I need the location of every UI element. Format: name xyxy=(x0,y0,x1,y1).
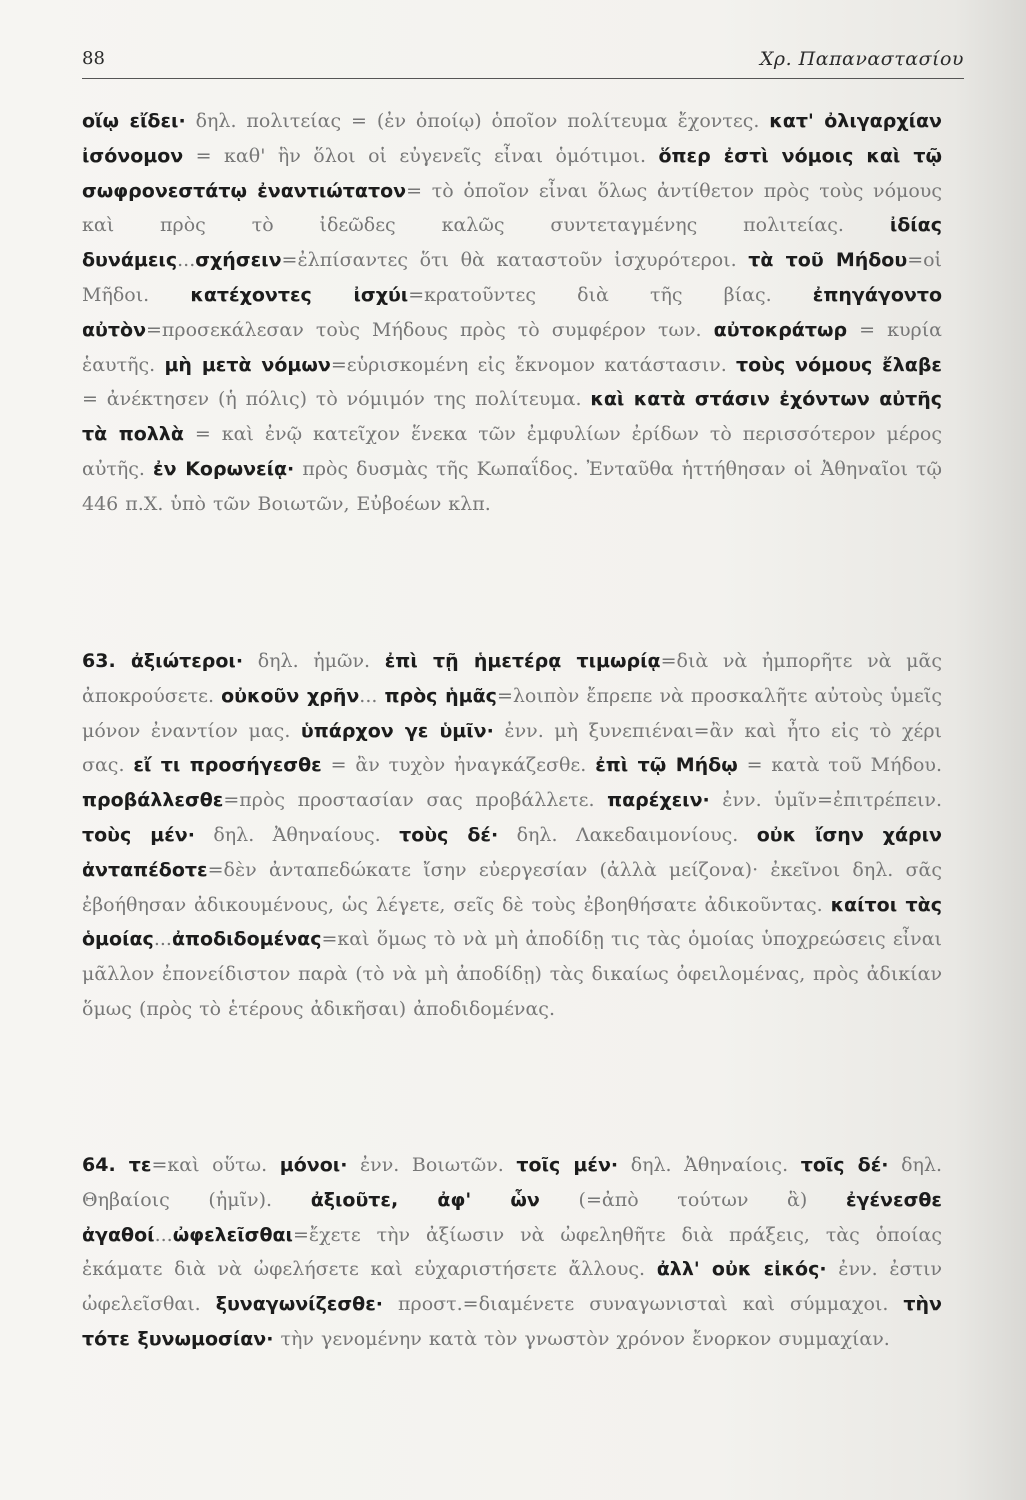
lemma-term: τοὺς μέν· xyxy=(82,823,195,846)
gloss-text: = ἀνέκτησεν (ἡ πόλις) τὸ νόμιμόν της πολίτευμα. xyxy=(82,388,591,411)
gloss-text: δηλ. Ἀθηναίους. xyxy=(194,823,400,846)
running-header xyxy=(82,44,964,79)
gloss-text: ἐνν. μὴ ξυνεπιέναι=ἂν καὶ ἦτο εἰς τὸ χέρι σας. xyxy=(82,719,942,777)
gloss-text: = τὸ ὁποῖον εἶναι ὅλως ἀντίθετον πρὸς τοὺς νόμους καὶ πρὸς τὸ ἰδεῶδες καλῶς συντεταγμένης πολιτείας. xyxy=(82,179,943,237)
page-number: 88 xyxy=(82,48,105,69)
gloss-text: δηλ. πολιτείας = (ἐν ὁποίῳ) ὁποῖον πολίτευμα ἔχοντες. xyxy=(185,110,770,132)
gloss-text: ... xyxy=(153,928,172,951)
lemma-term: ἀξιοῦτε, ἀφ' ὧν xyxy=(310,1188,540,1211)
lemma-term: σχήσειν xyxy=(195,249,282,272)
lemma-term: ξυναγωνίζεσθε· xyxy=(215,1293,384,1316)
gloss-text: ... xyxy=(154,1223,173,1246)
lemma-term: 63. ἀξιώτεροι· xyxy=(82,650,244,672)
lemma-term: κατ' ὀλιγαρχίαν ἰσόνομον xyxy=(82,110,942,167)
commentary-paragraph-62 xyxy=(82,104,942,522)
gloss-text: = καὶ ἐνῷ κατεῖχον ἕνεκα τῶν ἐμφυλίων ἐρίδων τὸ περισσότερον μέρος αὐτῆς. xyxy=(82,423,942,480)
commentary-paragraph-64 xyxy=(82,1148,942,1357)
lemma-term: οἵῳ εἴδει· xyxy=(82,110,186,132)
lemma-term: ἀλλ' οὐκ εἰκός· xyxy=(656,1258,827,1281)
gloss-text: =δὲν ἀνταπεδώκατε ἴσην εὐεργεσίαν (ἀλλὰ μείζονα)· ἐκεῖνοι δηλ. σᾶς ἐβοήθησαν ἀδικουμένους, ὡς λέγετε, σεῖς δὲ τοὺς ἐβοηθήσατε ἀδικοῦντας. xyxy=(82,858,942,916)
lemma-term: ἐγένεσθε ἀγαθοί xyxy=(82,1188,942,1246)
lemma-term: ἐπὶ τῇ ἡμετέρᾳ τιμωρίᾳ xyxy=(384,650,661,672)
gloss-text: ... xyxy=(177,249,196,272)
gloss-text: δηλ. ἡμῶν. xyxy=(243,650,385,672)
lemma-term: εἴ τι προσήγεσθε xyxy=(133,754,322,777)
gloss-text: τὴν γενομένην κατὰ τὸν γνωστὸν χρόνον ἔνορκον συμμαχίαν. xyxy=(273,1327,890,1350)
gloss-text: =λοιπὸν ἔπρεπε νὰ προσκαλῆτε αὐτοὺς ὑμεῖς μόνον ἐναντίον μας. xyxy=(82,684,942,742)
gloss-text: προστ.=διαμένετε συναγωνισταὶ καὶ σύμμαχοι. xyxy=(383,1293,904,1316)
gloss-text: ἐνν. ἐστιν ὠφελεῖσθαι. xyxy=(82,1258,943,1316)
lemma-term: παρέχειν· xyxy=(607,789,710,812)
lemma-term: τοὺς νόμους ἔλαβε xyxy=(736,353,942,376)
lemma-term: ὑπάρχον γε ὑμῖν· xyxy=(300,719,494,742)
lemma-term: τὰ τοῦ Μήδου xyxy=(748,249,908,272)
lemma-term: οὐκοῦν χρῆν xyxy=(221,684,360,707)
gloss-text: =κρατοῦντες διὰ τῆς βίας. xyxy=(408,283,813,306)
lemma-term: καὶ κατὰ στάσιν ἐχόντων αὐτῆς τὰ πολλὰ xyxy=(82,388,942,446)
author-name: Χρ. Παπαναστασίου xyxy=(759,48,964,70)
gloss-text: =οἱ Μῆδοι. xyxy=(82,249,943,306)
gloss-text: δηλ. Λακεδαιμονίους. xyxy=(498,823,757,846)
gloss-text: =προσεκάλεσαν τοὺς Μήδους πρὸς τὸ συμφέρον των. xyxy=(146,318,714,341)
lemma-term: αὐτοκράτωρ xyxy=(713,318,848,341)
gloss-text: =καὶ οὕτω. xyxy=(151,1154,280,1176)
lemma-term: μὴ μετὰ νόμων xyxy=(164,353,331,376)
gloss-text: = κατὰ τοῦ Μήδου. xyxy=(737,754,942,777)
gloss-text: =ἐλπίσαντες ὅτι θὰ καταστοῦν ἰσχυρότεροι. xyxy=(281,249,749,272)
lemma-term: ἐπὶ τῷ Μήδῳ xyxy=(595,754,738,777)
lemma-term: ἰδίας δυνάμεις xyxy=(82,214,942,272)
gloss-text: =ἔχετε τὴν ἀξίωσιν νὰ ὠφεληθῆτε διὰ πράξεις, τὰς ὁποίας ἐκάματε διὰ νὰ ὠφελήσετε καὶ εὐχαριστήσετε ἄλλους. xyxy=(82,1223,942,1281)
lemma-term: ἐν Κορωνείᾳ· xyxy=(153,457,295,480)
gloss-text: (=ἀπὸ τούτων ἃ) xyxy=(539,1188,846,1211)
lemma-term: μόνοι· xyxy=(279,1154,348,1176)
gloss-text: =καὶ ὅμως τὸ νὰ μὴ ἀποδίδῃ τις τὰς ὁμοίας ὑποχρεώσεις εἶναι μᾶλλον ἐπονείδιστον παρὰ (τὸ νὰ μὴ ἀποδίδῃ) τὰς δικαίως ὀφειλομένας, πρὸς ἀδικίαν ὅμως (πρὸς τὸ ἑτέρους ἀδικῆσαι) ἀποδιδομένας. xyxy=(82,928,942,1020)
lemma-term: τὴν τότε ξυνωμοσίαν· xyxy=(82,1293,942,1350)
lemma-term: οὐκ ἴσην χάριν ἀνταπέδοτε xyxy=(82,823,942,881)
gloss-text: ἐνν. ὑμῖν=ἐπιτρέπειν. xyxy=(709,789,942,812)
gloss-text: =εὑρισκομένη εἰς ἔκνομον κατάστασιν. xyxy=(330,353,737,376)
lemma-term: 64. τε xyxy=(82,1154,152,1176)
gloss-text: δηλ. Ἀθηναίοις. xyxy=(618,1154,801,1176)
gloss-text: =διὰ νὰ ἠμπορῆτε νὰ μᾶς ἀποκρούσετε. xyxy=(82,650,942,707)
gloss-text: = καθ' ἣν ὅλοι οἱ εὐγενεῖς εἶναι ὁμότιμοι. xyxy=(183,144,659,167)
lemma-term: καίτοι τὰς ὁμοίας xyxy=(82,893,942,951)
lemma-term: ἐπηγάγοντο αὐτὸν xyxy=(82,283,942,341)
gloss-text: ἐνν. Βοιωτῶν. xyxy=(347,1154,517,1176)
commentary-paragraph-63 xyxy=(82,644,942,1027)
gloss-text: =πρὸς προστασίαν σας προβάλλετε. xyxy=(223,789,608,812)
gloss-text: = ἂν τυχὸν ἠναγκάζεσθε. xyxy=(321,754,596,777)
lemma-term: τοῖς μέν· xyxy=(516,1154,619,1176)
lemma-term: προβάλλεσθε xyxy=(82,789,224,812)
gloss-text: ... xyxy=(359,684,385,707)
lemma-term: τοὺς δέ· xyxy=(399,823,499,846)
gloss-text: δηλ. Θηβαίοις (ἡμῖν). xyxy=(82,1154,943,1211)
gloss-text: πρὸς δυσμὰς τῆς Κωπαΐδος. Ἐνταῦθα ἡττήθησαν οἱ Ἀθηναῖοι τῷ 446 π.Χ. ὑπὸ τῶν Βοιωτῶν, Εὐβοέων κλπ. xyxy=(82,457,942,515)
gloss-text: = κυρία ἑαυτῆς. xyxy=(82,318,943,376)
lemma-term: ἀποδιδομένας xyxy=(171,928,322,951)
lemma-term: πρὸς ἡμᾶς xyxy=(384,684,497,707)
lemma-term: κατέχοντες ἰσχύι xyxy=(190,283,409,306)
lemma-term: ὠφελεῖσθαι xyxy=(172,1223,293,1246)
lemma-term: τοῖς δέ· xyxy=(800,1154,889,1176)
lemma-term: ὅπερ ἐστὶ νόμοις καὶ τῷ σωφρονεστάτῳ ἐναντιώτατον xyxy=(82,144,942,202)
